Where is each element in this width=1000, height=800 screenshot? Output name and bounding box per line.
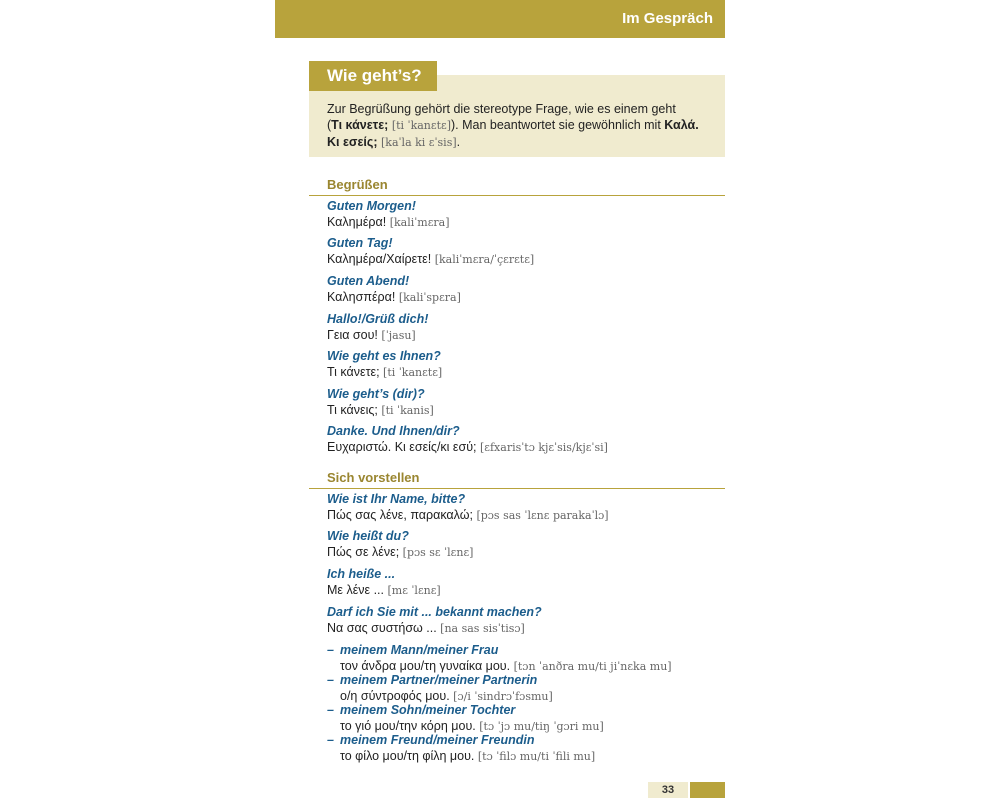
german-phrase: Wie geht es Ihnen? <box>327 349 441 363</box>
info-text-part: ). Man beantwortet sie gewöhnlich mit <box>450 118 665 132</box>
greek-phrase: Κι εσείς; <box>327 135 378 149</box>
footer-bar <box>690 782 725 798</box>
greek-line <box>327 327 717 344</box>
greek-line <box>327 507 717 524</box>
greek-line <box>327 748 717 765</box>
section-title-introduce: Sich vorstellen <box>327 470 420 485</box>
pronunciation: [ti ˈkanɛtɛ] <box>383 366 443 379</box>
greek-phrase: Τι κάνεις; <box>327 403 378 417</box>
greek-phrase: Καλησπέρα! <box>327 290 396 304</box>
greek-phrase: Πώς σας λένε, παρακαλώ; <box>327 508 473 522</box>
phrase-entry <box>327 605 717 637</box>
greek-line <box>327 214 717 231</box>
dash-marker: – <box>327 673 334 687</box>
german-phrase: Wie geht’s (dir)? <box>327 387 425 401</box>
greek-phrase: Καλά. <box>664 118 699 132</box>
chapter-header <box>275 0 725 38</box>
phrase-entry <box>327 387 717 419</box>
phrase-entry <box>327 529 717 561</box>
german-phrase-text: meinem Sohn/meiner Tochter <box>340 703 516 717</box>
pronunciation: [tɔ ˈjɔ mu/tiŋ ˈgɔri mu] <box>479 720 604 733</box>
german-phrase <box>327 643 717 658</box>
greek-phrase: Να σας συστήσω ... <box>327 621 437 635</box>
pronunciation: [ti ˈkanis] <box>381 404 434 417</box>
greek-line <box>327 289 717 306</box>
german-phrase: Wie heißt du? <box>327 529 409 543</box>
greek-line <box>327 544 717 561</box>
greek-phrase: το γιό μου/την κόρη μου. <box>340 719 476 733</box>
greek-phrase: Καλημέρα! <box>327 215 387 229</box>
german-phrase <box>327 673 717 688</box>
dash-marker: – <box>327 733 334 747</box>
german-phrase: Darf ich Sie mit ... bekannt machen? <box>327 605 542 619</box>
pronunciation: [kaliˈmɛra] <box>389 216 450 229</box>
info-line-1: Zur Begrüßung gehört die stereotype Frage, wie es einem geht <box>327 102 676 116</box>
greek-phrase: Τι κάνετε; <box>327 365 380 379</box>
pronunciation: [ˈjasu] <box>381 329 416 342</box>
pronunciation: [pɔs sɛ ˈlɛnɛ] <box>402 546 474 559</box>
info-text-part: ( <box>327 118 332 132</box>
pronunciation: [tɔ ˈfilɔ mu/ti ˈfili mu] <box>477 750 596 763</box>
german-phrase: Danke. Und Ihnen/dir? <box>327 424 460 438</box>
phrase-entry <box>327 274 717 306</box>
chapter-title: Im Gespräch <box>622 10 713 27</box>
german-phrase: Wie ist Ihr Name, bitte? <box>327 492 466 506</box>
greek-phrase: τον άνδρα μου/τη γυναίκα μου. <box>340 659 511 673</box>
greek-phrase: το φίλο μου/τη φίλη μου. <box>340 749 475 763</box>
pronunciation: [pɔs sas ˈlɛnɛ parakaˈlɔ] <box>476 509 609 522</box>
section-rule <box>309 195 725 196</box>
phrase-entry <box>327 424 717 456</box>
greek-line <box>327 439 717 456</box>
greek-phrase: Ευχαριστώ. Κι εσείς/κι εσύ; <box>327 440 477 454</box>
german-phrase: Guten Tag! <box>327 236 393 250</box>
pronunciation: [mɛ ˈlɛnɛ] <box>387 584 441 597</box>
book-page <box>275 0 725 800</box>
german-phrase: Guten Morgen! <box>327 199 416 213</box>
german-phrase-text: meinem Partner/meiner Partnerin <box>340 673 538 687</box>
pronunciation: [tɔn ˈanðra mu/ti jiˈnɛka mu] <box>513 660 672 673</box>
greek-phrase: Πώς σε λένε; <box>327 545 400 559</box>
bullet-entry <box>327 703 717 735</box>
info-box-title: Wie geht’s? <box>327 66 422 85</box>
phrase-entry <box>327 567 717 599</box>
pronunciation: [ɛfxarisˈtɔ kjɛˈsis/kjɛˈsi] <box>480 441 608 454</box>
pronunciation: [kaliˈspɛra] <box>398 291 461 304</box>
section-rule <box>309 488 725 489</box>
phrase-entry <box>327 492 717 524</box>
greek-line <box>327 251 717 268</box>
pronunciation: [kaˈla ki ɛˈsis] <box>381 136 457 149</box>
german-phrase-text: meinem Mann/meiner Frau <box>340 643 499 657</box>
info-box-text <box>327 101 707 151</box>
german-phrase <box>327 733 717 748</box>
greek-phrase: Τι κάνετε; <box>331 118 389 132</box>
phrase-entry <box>327 199 717 231</box>
german-phrase: Hallo!/Grüß dich! <box>327 312 429 326</box>
german-phrase: Guten Abend! <box>327 274 410 288</box>
greek-line <box>327 364 717 381</box>
pronunciation: [na sas sisˈtisɔ] <box>440 622 525 635</box>
section-title-greeting: Begrüßen <box>327 177 388 192</box>
page-number: 33 <box>648 782 688 798</box>
dash-marker: – <box>327 643 334 657</box>
greek-phrase: Καλημέρα/Χαίρετε! <box>327 252 432 266</box>
pronunciation: [kaliˈmɛra/ˈçɛrɛtɛ] <box>434 253 535 266</box>
greek-phrase: ο/η σύντροφός μου. <box>340 689 450 703</box>
greek-line <box>327 402 717 419</box>
greek-phrase: Με λένε ... <box>327 583 384 597</box>
bullet-entry <box>327 673 717 705</box>
greek-line <box>327 620 717 637</box>
pronunciation: [ti ˈkanɛtɛ] <box>391 119 451 132</box>
pronunciation: [ɔ/i ˈsindrɔˈfɔsmu] <box>453 690 553 703</box>
info-text-part: . <box>456 135 461 149</box>
greek-line <box>327 582 717 599</box>
phrase-entry <box>327 236 717 268</box>
bullet-entry <box>327 733 717 765</box>
greek-phrase: Γεια σου! <box>327 328 378 342</box>
phrase-entry <box>327 349 717 381</box>
phrase-entry <box>327 312 717 344</box>
german-phrase-text: meinem Freund/meiner Freundin <box>340 733 535 747</box>
dash-marker: – <box>327 703 334 717</box>
german-phrase: Ich heiße ... <box>327 567 396 581</box>
bullet-entry <box>327 643 717 675</box>
german-phrase <box>327 703 717 718</box>
